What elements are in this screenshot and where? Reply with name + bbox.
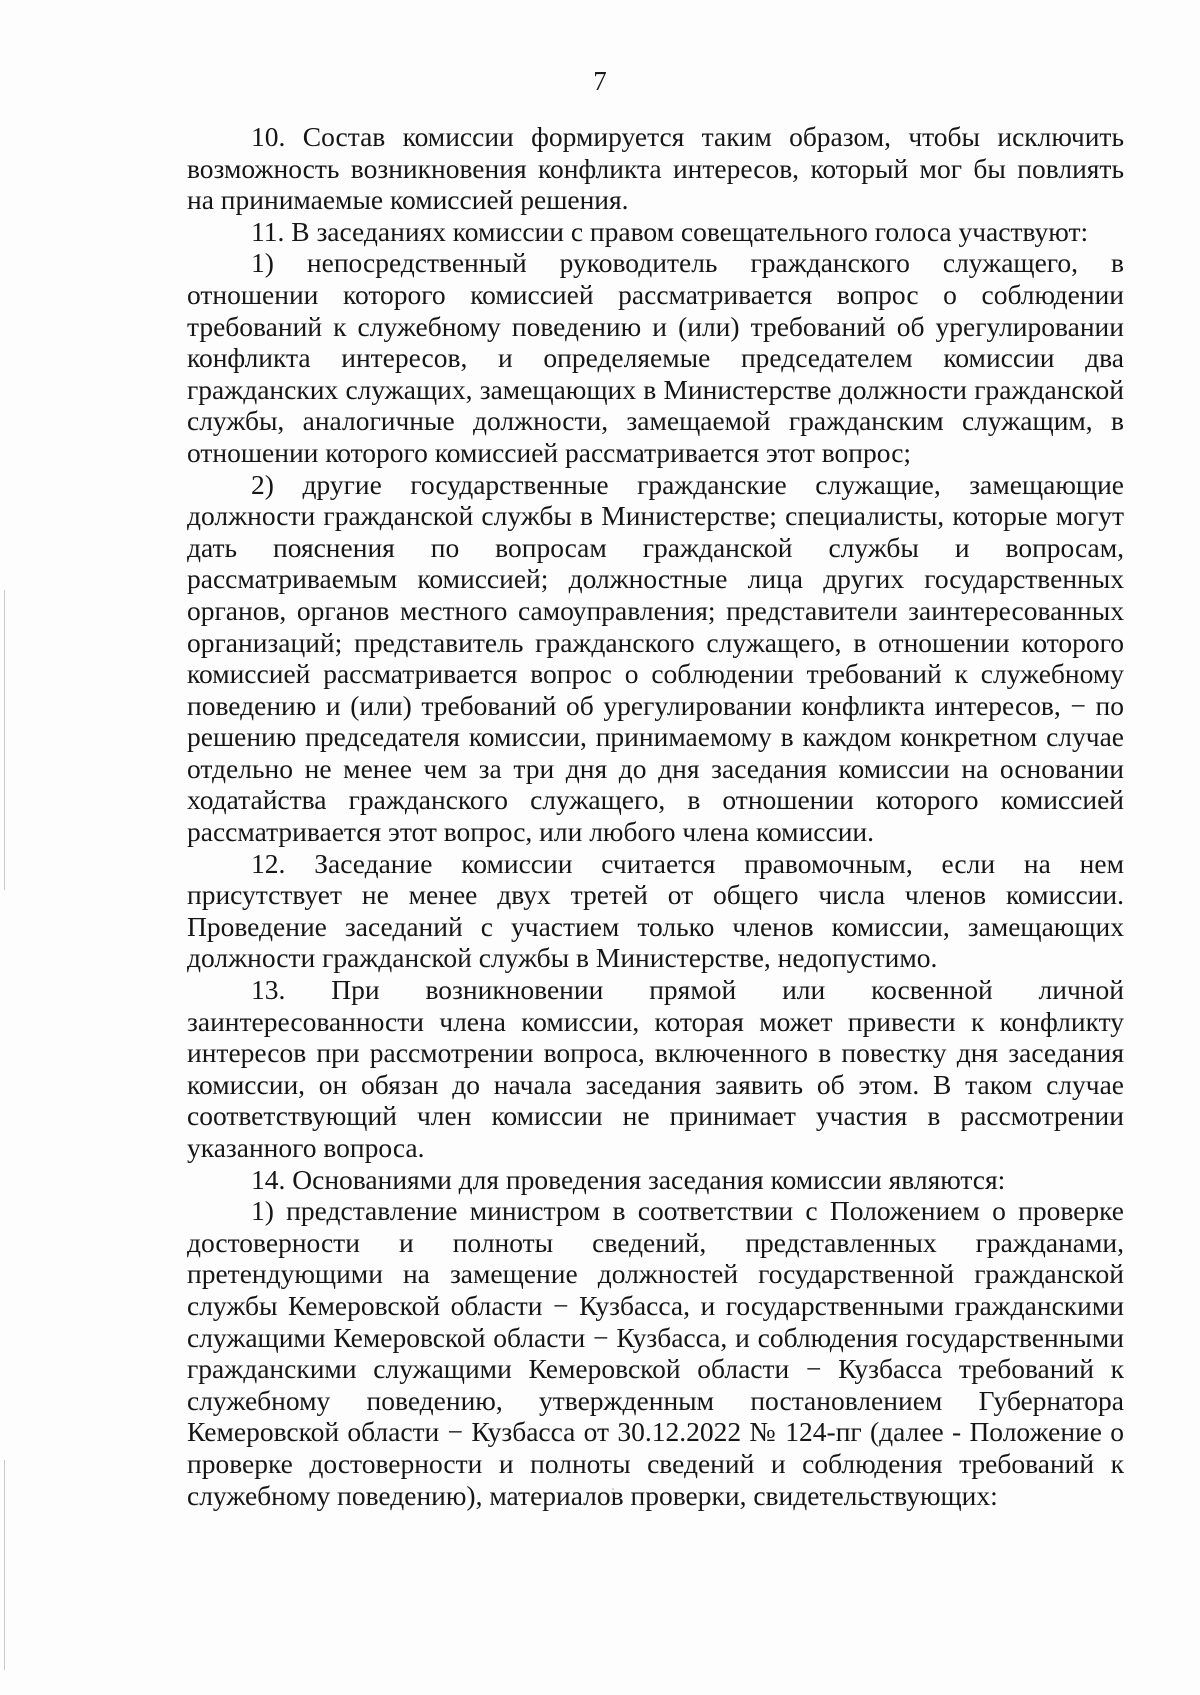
paragraph-14: 14. Основаниями для проведения заседания комиссии являются: xyxy=(251,1163,1006,1195)
paragraph-11-item-2: 2) другие государственные гражданские служащие, замещающие должности гражданской службы в Министерстве; специалисты, которые могут дать пояснения по вопросам гражданской службы и вопросам, рассматриваемым комиссией; должностные лица других государственных органов, органов местного самоуправления; представители заинтересованных организаций; представитель гражданского служащего, в отношении которого комиссией рассматривается вопрос о соблюдении требований к служебному поведению и (или) требований об урегулировании конфликта интересов, − по решению председателя комиссии, принимаемому в каждом конкретном случае отдельно не менее чем за три дня до дня заседания комиссии на основании ходатайства гражданского служащего, в отношении которого комиссией рассматривается этот вопрос, или любого члена комиссии. xyxy=(187,468,1124,848)
document-body xyxy=(187,121,1124,1511)
paragraph-11: 11. В заседаниях комиссии с правом совещательного голоса участвуют: xyxy=(251,215,1089,247)
scan-edge-mark xyxy=(4,1460,5,1670)
paragraph-11-item-1: 1) непосредственный руководитель гражданского служащего, в отношении которого комиссией рассматривается вопрос о соблюдении требований к служебному поведению и (или) требований об урегулировании конфликта интересов, и определяемые председателем комиссии два гражданских служащих, замещающих в Министерстве должности гражданской службы, аналогичные должности, замещаемой гражданским служащим, в отношении которого комиссией рассматривается этот вопрос; xyxy=(187,247,1124,468)
paragraph-12: 12. Заседание комиссии считается правомочным, если на нем присутствует не менее двух третей от общего числа членов комиссии. Проведение заседаний с участием только членов комиссии, замещающих должности гражданской службы в Министерстве, недопустимо. xyxy=(187,847,1124,974)
paragraph-13: 13. При возникновении прямой или косвенной личной заинтересованности члена комиссии, которая может привести к конфликту интересов при рассмотрении вопроса, включенного в повестку дня заседания комиссии, он обязан до начала заседания заявить об этом. В таком случае соответствующий член комиссии не принимает участия в рассмотрении указанного вопроса. xyxy=(187,974,1124,1163)
scan-edge-mark xyxy=(4,590,5,890)
page-number: 7 xyxy=(593,66,607,96)
paragraph-14-item-1: 1) представление министром в соответствии с Положением о проверке достоверности и полноты сведений, представленных гражданами, претендующими на замещение должностей государственной гражданской службы Кемеровской области − Кузбасса, и государственными гражданскими служащими Кемеровской области − Кузбасса, и соблюдения государственными гражданскими служащими Кемеровской области − Кузбасса требований к служебному поведению, утвержденным постановлением Губернатора Кемеровской области − Кузбасса от 30.12.2022 № 124-пг (далее - Положение о проверке достоверности и полноты сведений и соблюдения требований к служебному поведению), материалов проверки, свидетельствующих: xyxy=(187,1195,1124,1511)
paragraph-10: 10. Состав комиссии формируется таким образом, чтобы исключить возможность возникновения конфликта интересов, который мог бы повлиять на принимаемые комиссией решения. xyxy=(187,121,1124,216)
